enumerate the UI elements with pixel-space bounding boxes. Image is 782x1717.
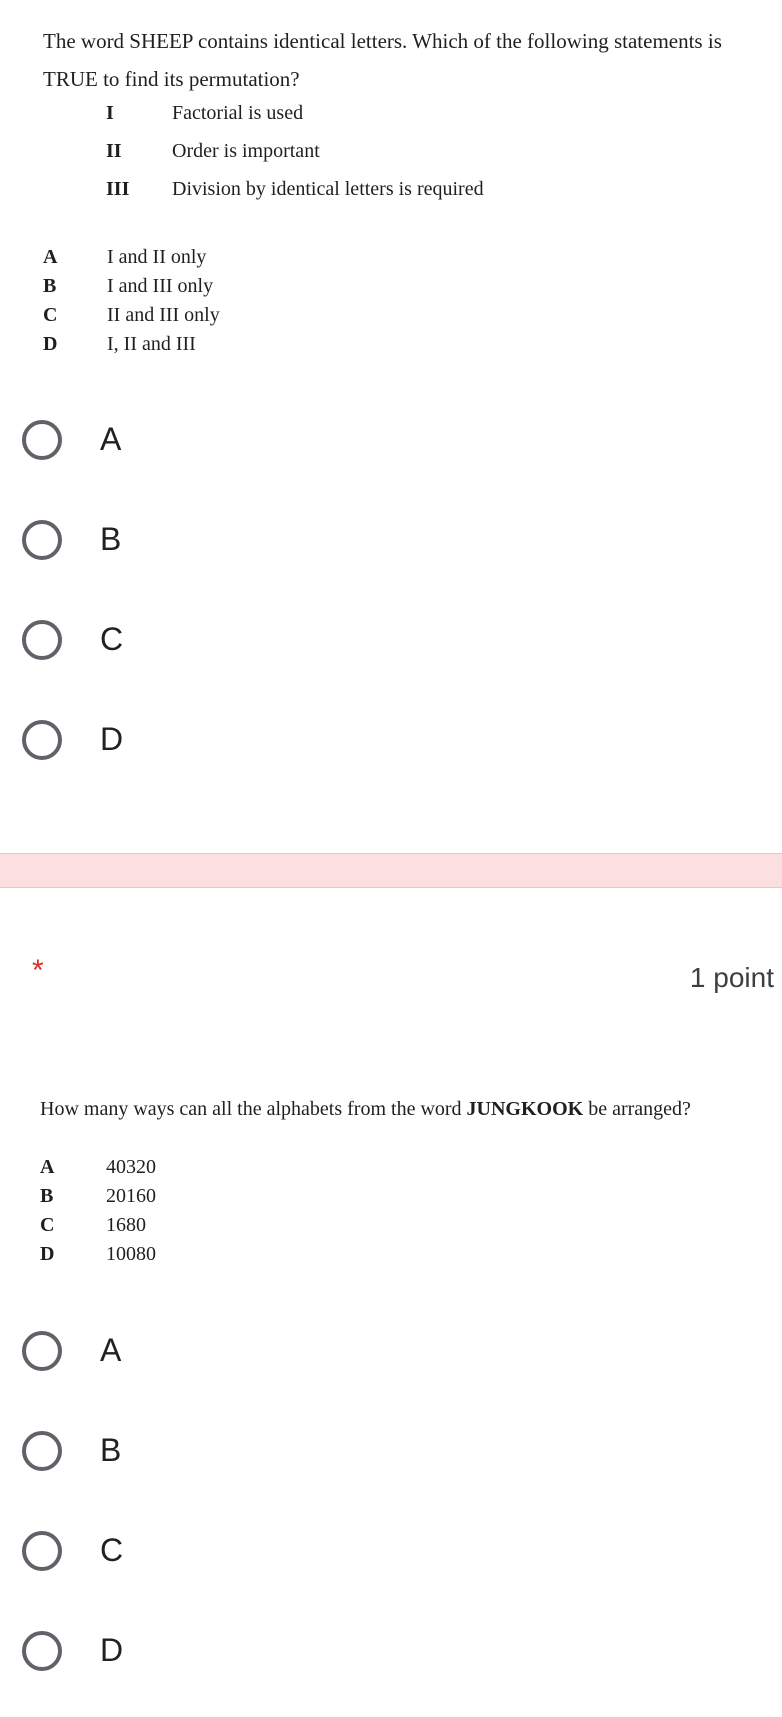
question-divider xyxy=(0,853,782,888)
option-text: 10080 xyxy=(106,1243,156,1265)
question1-text: The word SHEEP contains identical letters. Which of the following statements is TRUE to find its permutation? xyxy=(43,29,722,91)
radio-label: C xyxy=(100,1532,124,1568)
option-letter: D xyxy=(43,333,58,355)
radio-button[interactable] xyxy=(22,1631,62,1671)
option-letter: D xyxy=(40,1243,55,1265)
radio-button[interactable] xyxy=(22,420,62,460)
radio-label: C xyxy=(100,621,124,657)
radio-choice-a[interactable] xyxy=(22,1327,422,1383)
radio-choice-b[interactable] xyxy=(22,1427,422,1483)
question2-text-after: be arranged? xyxy=(583,1098,691,1120)
statement-number: I xyxy=(106,102,114,124)
option-letter: B xyxy=(40,1185,54,1207)
option-letter: C xyxy=(40,1214,55,1236)
radio-choice-d[interactable] xyxy=(22,716,422,772)
radio-choice-d[interactable] xyxy=(22,1627,422,1683)
radio-button[interactable] xyxy=(22,1331,62,1371)
statement-text: Order is important xyxy=(172,140,320,162)
option-letter: B xyxy=(43,275,57,297)
required-asterisk: * xyxy=(32,954,44,987)
radio-label: A xyxy=(100,421,122,457)
radio-choice-c[interactable] xyxy=(22,616,422,672)
option-text: I, II and III xyxy=(107,333,196,355)
question2-text-before: How many ways can all the alphabets from the word xyxy=(40,1098,467,1120)
points-label: 1 point xyxy=(689,962,774,993)
option-text: I and III only xyxy=(107,275,214,297)
radio-button[interactable] xyxy=(22,720,62,760)
statement-number: II xyxy=(106,140,122,162)
option-text: 20160 xyxy=(106,1185,156,1207)
radio-label: A xyxy=(100,1332,122,1368)
option-text: 40320 xyxy=(106,1156,156,1178)
option-text: II and III only xyxy=(107,304,220,326)
radio-choice-c[interactable] xyxy=(22,1527,422,1583)
radio-label: D xyxy=(100,721,124,757)
question2-text xyxy=(40,1092,780,1126)
option-text: I and II only xyxy=(107,246,207,268)
statement-text: Division by identical letters is required xyxy=(172,178,484,200)
radio-label: D xyxy=(100,1632,124,1668)
option-letter: A xyxy=(43,246,58,268)
question2-word: JUNGKOOK xyxy=(466,1098,584,1120)
option-letter: A xyxy=(40,1156,55,1178)
radio-button[interactable] xyxy=(22,620,62,660)
statement-number: III xyxy=(106,178,130,200)
radio-choice-b[interactable] xyxy=(22,516,422,572)
radio-button[interactable] xyxy=(22,1531,62,1571)
radio-choice-a[interactable] xyxy=(22,416,422,472)
radio-button[interactable] xyxy=(22,1431,62,1471)
option-letter: C xyxy=(43,304,58,326)
statement-text: Factorial is used xyxy=(172,102,304,124)
radio-label: B xyxy=(100,521,122,557)
option-text: 1680 xyxy=(106,1214,146,1236)
radio-label: B xyxy=(100,1432,122,1468)
radio-button[interactable] xyxy=(22,520,62,560)
